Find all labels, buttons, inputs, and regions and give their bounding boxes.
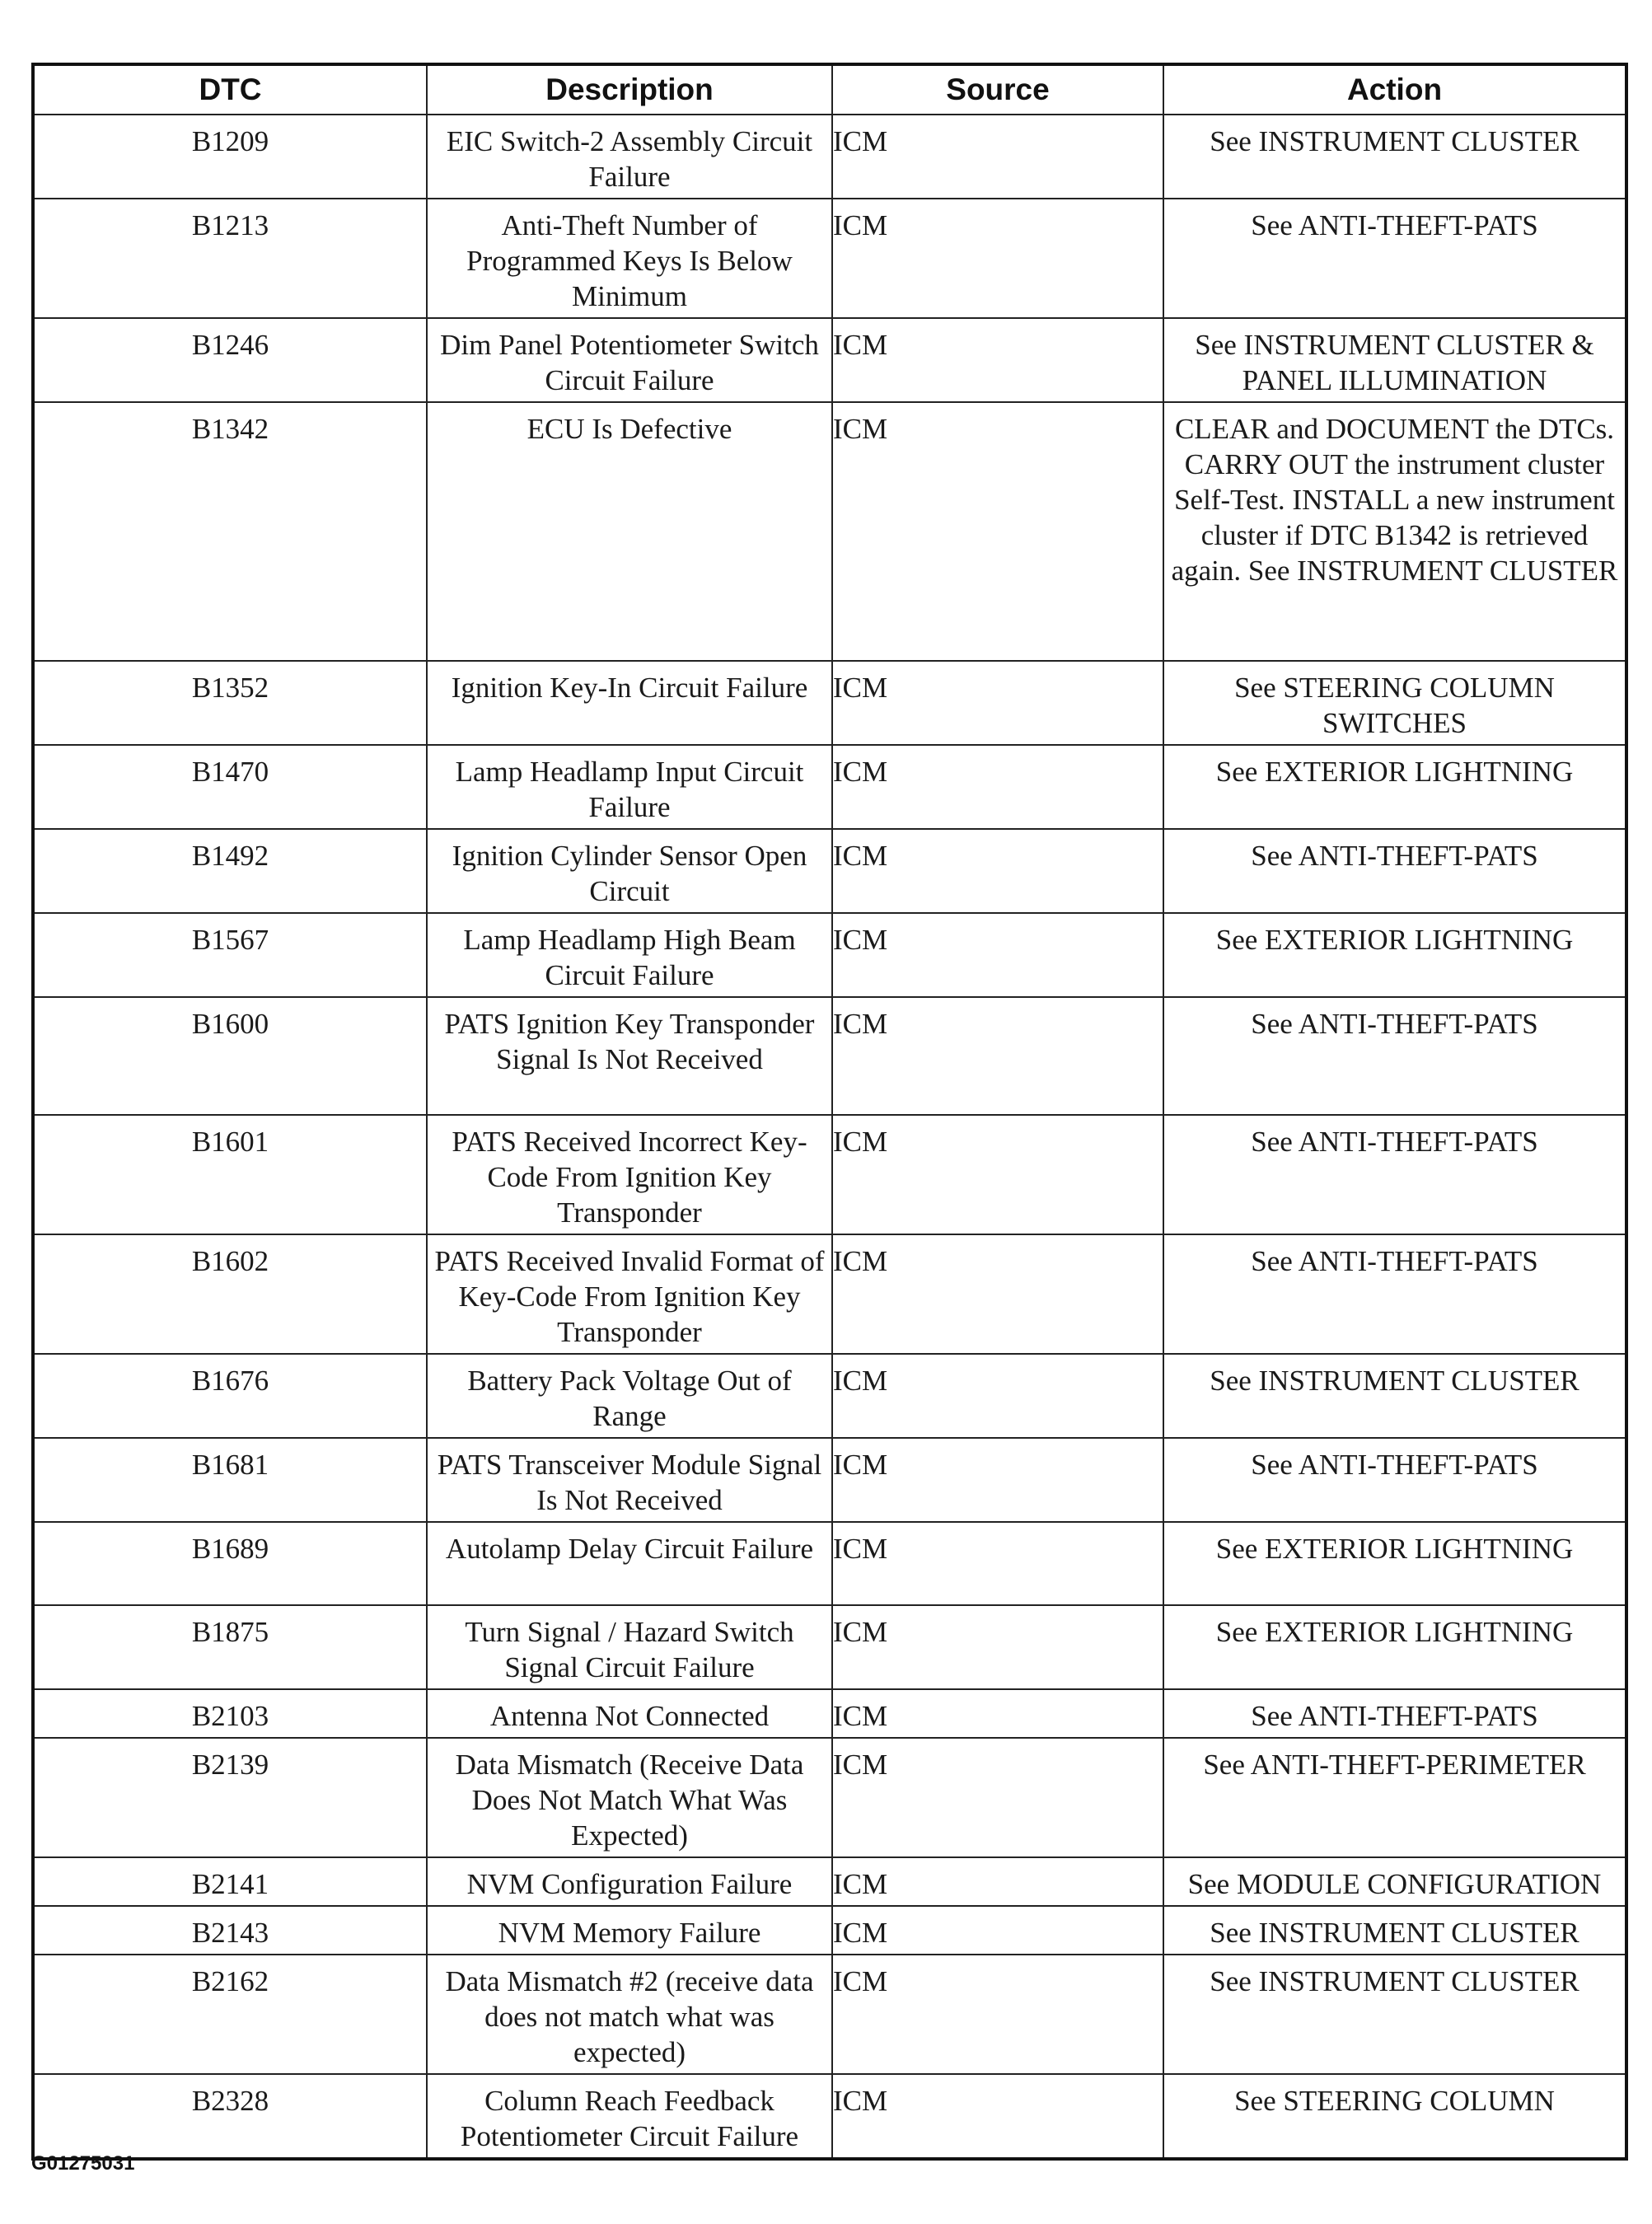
dtc-code: B1875 bbox=[33, 1605, 427, 1689]
dtc-source: ICM bbox=[832, 997, 1163, 1115]
dtc-source: ICM bbox=[832, 1522, 1163, 1605]
table-row bbox=[33, 1605, 1626, 1689]
header-source: Source bbox=[832, 64, 1163, 115]
dtc-description: Data Mismatch #2 (receive data does not match what was expected) bbox=[427, 1955, 832, 2074]
table-row bbox=[33, 661, 1626, 745]
dtc-description: PATS Ignition Key Transponder Signal Is Not Received bbox=[427, 997, 832, 1115]
table-row bbox=[33, 745, 1626, 829]
dtc-description: Lamp Headlamp Input Circuit Failure bbox=[427, 745, 832, 829]
dtc-code: B1492 bbox=[33, 829, 427, 913]
table-row bbox=[33, 1906, 1626, 1955]
dtc-code: B1602 bbox=[33, 1234, 427, 1354]
dtc-action: See ANTI-THEFT-PATS bbox=[1163, 997, 1626, 1115]
table-header-row bbox=[33, 64, 1626, 115]
dtc-action: See ANTI-THEFT-PATS bbox=[1163, 1438, 1626, 1522]
table-row bbox=[33, 199, 1626, 318]
dtc-action: See INSTRUMENT CLUSTER bbox=[1163, 115, 1626, 199]
dtc-table bbox=[31, 63, 1628, 2161]
dtc-source: ICM bbox=[832, 1955, 1163, 2074]
dtc-code: B1567 bbox=[33, 913, 427, 997]
dtc-action: See ANTI-THEFT-PATS bbox=[1163, 1689, 1626, 1738]
dtc-description: Data Mismatch (Receive Data Does Not Match What Was Expected) bbox=[427, 1738, 832, 1857]
dtc-action: See EXTERIOR LIGHTNING bbox=[1163, 1522, 1626, 1605]
table-row bbox=[33, 997, 1626, 1115]
dtc-description: PATS Transceiver Module Signal Is Not Received bbox=[427, 1438, 832, 1522]
dtc-code: B2103 bbox=[33, 1689, 427, 1738]
dtc-action: See EXTERIOR LIGHTNING bbox=[1163, 745, 1626, 829]
dtc-source: ICM bbox=[832, 1354, 1163, 1438]
header-dtc: DTC bbox=[33, 64, 427, 115]
dtc-description: Ignition Key-In Circuit Failure bbox=[427, 661, 832, 745]
dtc-description: PATS Received Invalid Format of Key-Code From Ignition Key Transponder bbox=[427, 1234, 832, 1354]
dtc-description: Battery Pack Voltage Out of Range bbox=[427, 1354, 832, 1438]
dtc-description: Turn Signal / Hazard Switch Signal Circuit Failure bbox=[427, 1605, 832, 1689]
dtc-source: ICM bbox=[832, 913, 1163, 997]
dtc-description: Column Reach Feedback Potentiometer Circuit Failure bbox=[427, 2074, 832, 2159]
dtc-action: See ANTI-THEFT-PATS bbox=[1163, 829, 1626, 913]
dtc-description: NVM Configuration Failure bbox=[427, 1857, 832, 1906]
table-row bbox=[33, 1857, 1626, 1906]
dtc-code: B1342 bbox=[33, 402, 427, 661]
dtc-code: B1352 bbox=[33, 661, 427, 745]
table-row bbox=[33, 1438, 1626, 1522]
dtc-source: ICM bbox=[832, 1738, 1163, 1857]
dtc-source: ICM bbox=[832, 1689, 1163, 1738]
dtc-action: See INSTRUMENT CLUSTER & PANEL ILLUMINATION bbox=[1163, 318, 1626, 402]
table-row bbox=[33, 1522, 1626, 1605]
dtc-description: Dim Panel Potentiometer Switch Circuit Failure bbox=[427, 318, 832, 402]
dtc-source: ICM bbox=[832, 2074, 1163, 2159]
dtc-description: Ignition Cylinder Sensor Open Circuit bbox=[427, 829, 832, 913]
dtc-description: ECU Is Defective bbox=[427, 402, 832, 661]
dtc-code: B2141 bbox=[33, 1857, 427, 1906]
dtc-action: See INSTRUMENT CLUSTER bbox=[1163, 1906, 1626, 1955]
dtc-source: ICM bbox=[832, 829, 1163, 913]
dtc-source: ICM bbox=[832, 1605, 1163, 1689]
dtc-source: ICM bbox=[832, 199, 1163, 318]
table-row bbox=[33, 115, 1626, 199]
dtc-source: ICM bbox=[832, 402, 1163, 661]
dtc-description: Lamp Headlamp High Beam Circuit Failure bbox=[427, 913, 832, 997]
dtc-code: B2328 bbox=[33, 2074, 427, 2159]
dtc-description: Anti-Theft Number of Programmed Keys Is Below Minimum bbox=[427, 199, 832, 318]
table-row bbox=[33, 1955, 1626, 2074]
dtc-code: B1681 bbox=[33, 1438, 427, 1522]
dtc-code: B1470 bbox=[33, 745, 427, 829]
dtc-action: See MODULE CONFIGURATION bbox=[1163, 1857, 1626, 1906]
dtc-description: NVM Memory Failure bbox=[427, 1906, 832, 1955]
dtc-action: See INSTRUMENT CLUSTER bbox=[1163, 1354, 1626, 1438]
header-description: Description bbox=[427, 64, 832, 115]
dtc-source: ICM bbox=[832, 1857, 1163, 1906]
table-row bbox=[33, 2074, 1626, 2159]
dtc-source: ICM bbox=[832, 1115, 1163, 1234]
dtc-code: B1601 bbox=[33, 1115, 427, 1234]
dtc-code: B1246 bbox=[33, 318, 427, 402]
dtc-description: Autolamp Delay Circuit Failure bbox=[427, 1522, 832, 1605]
dtc-source: ICM bbox=[832, 318, 1163, 402]
table-row bbox=[33, 913, 1626, 997]
dtc-description: EIC Switch-2 Assembly Circuit Failure bbox=[427, 115, 832, 199]
dtc-code: B1209 bbox=[33, 115, 427, 199]
table-row bbox=[33, 829, 1626, 913]
dtc-action: See STEERING COLUMN SWITCHES bbox=[1163, 661, 1626, 745]
table-row bbox=[33, 402, 1626, 661]
dtc-action: See STEERING COLUMN bbox=[1163, 2074, 1626, 2159]
dtc-description: PATS Received Incorrect Key-Code From Ignition Key Transponder bbox=[427, 1115, 832, 1234]
table-row bbox=[33, 1115, 1626, 1234]
dtc-action: See ANTI-THEFT-PATS bbox=[1163, 199, 1626, 318]
dtc-action: See ANTI-THEFT-PERIMETER bbox=[1163, 1738, 1626, 1857]
dtc-action: See ANTI-THEFT-PATS bbox=[1163, 1234, 1626, 1354]
figure-code: G01275031 bbox=[31, 2152, 135, 2175]
header-action: Action bbox=[1163, 64, 1626, 115]
dtc-code: B1600 bbox=[33, 997, 427, 1115]
dtc-action: See EXTERIOR LIGHTNING bbox=[1163, 1605, 1626, 1689]
dtc-code: B2162 bbox=[33, 1955, 427, 2074]
table-row bbox=[33, 1689, 1626, 1738]
dtc-action: See EXTERIOR LIGHTNING bbox=[1163, 913, 1626, 997]
dtc-code: B2143 bbox=[33, 1906, 427, 1955]
dtc-source: ICM bbox=[832, 745, 1163, 829]
dtc-code: B2139 bbox=[33, 1738, 427, 1857]
dtc-description: Antenna Not Connected bbox=[427, 1689, 832, 1738]
dtc-code: B1676 bbox=[33, 1354, 427, 1438]
dtc-source: ICM bbox=[832, 661, 1163, 745]
dtc-source: ICM bbox=[832, 1438, 1163, 1522]
dtc-source: ICM bbox=[832, 1234, 1163, 1354]
dtc-code: B1213 bbox=[33, 199, 427, 318]
dtc-action: See INSTRUMENT CLUSTER bbox=[1163, 1955, 1626, 2074]
table-row bbox=[33, 1354, 1626, 1438]
table-row bbox=[33, 1738, 1626, 1857]
dtc-source: ICM bbox=[832, 1906, 1163, 1955]
dtc-source: ICM bbox=[832, 115, 1163, 199]
dtc-action: See ANTI-THEFT-PATS bbox=[1163, 1115, 1626, 1234]
table-row bbox=[33, 318, 1626, 402]
table-row bbox=[33, 1234, 1626, 1354]
dtc-action: CLEAR and DOCUMENT the DTCs. CARRY OUT the instrument cluster Self-Test. INSTALL a new instrument cluster if DTC B1342 is retrieved again. See INSTRUMENT CLUSTER bbox=[1163, 402, 1626, 661]
dtc-code: B1689 bbox=[33, 1522, 427, 1605]
